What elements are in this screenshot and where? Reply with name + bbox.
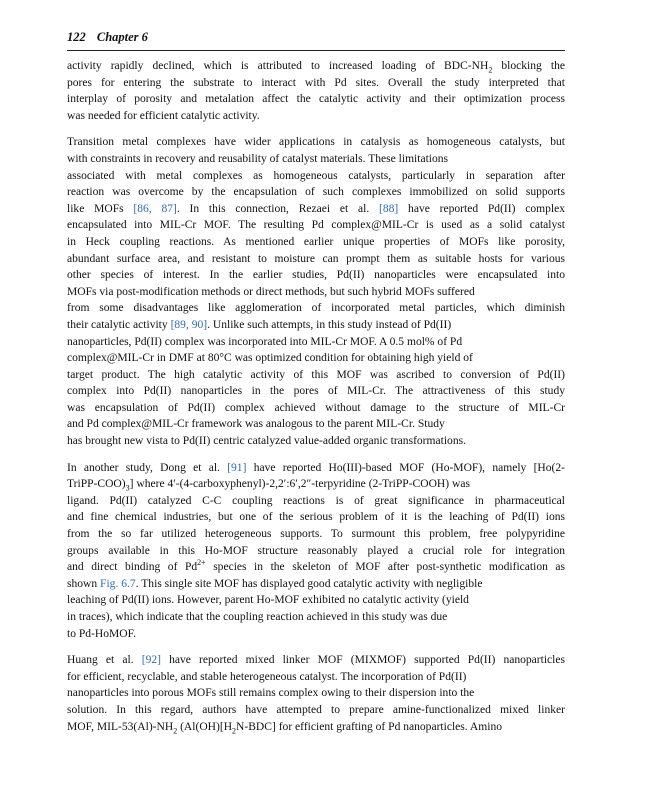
text-line: interplay of porosity and metalation affect the catalytic activity and their optimization process	[67, 93, 565, 106]
text-line: was encapsulation of Pd(II) complex achieved without damage to the structure of MIL-Cr	[67, 401, 565, 414]
page-number: 122	[67, 30, 86, 44]
text-line: like MOFs [86, 87]. In this connection, Rezaei et al. [88] have reported Pd(II) complex	[67, 202, 566, 215]
text-line: MOFs via post-modification methods or direct methods, but such hybrid MOFs suffered	[67, 285, 475, 298]
text-line: encapsulated into MIL-Cr MOF. The resulting Pd complex@MIL-Cr is used as a solid catalyst	[67, 219, 565, 232]
citation-link[interactable]: [92]	[141, 654, 161, 667]
text-line: nanoparticles, Pd(II) complex was incorporated into MIL-Cr MOF. A 0.5 mol% of Pd	[67, 335, 463, 348]
text-line: complex into Pd(II) nanoparticles in the pores of MIL-Cr. The attractiveness of this study	[67, 385, 565, 398]
text-line: in traces), which indicate that the coupling reaction achieved in this study was due	[67, 611, 448, 623]
text-line: with constraints in recovery and reusability of catalyst materials. These limitations	[67, 152, 449, 165]
text-line: reaction was overcome by the encapsulation of such complexes immobilized on solid supports	[67, 186, 565, 199]
text-line: groups available in this Ho-MOF structure reasonably played a crucial role for integration	[67, 544, 565, 557]
paragraph-3	[67, 460, 565, 643]
paragraph-4	[67, 652, 565, 735]
text-line: their catalytic activity [89, 90]. Unlike such attempts, in this study instead of Pd(II)	[67, 318, 452, 331]
body-text	[67, 58, 565, 735]
text-line: for efficient, recyclable, and stable heterogeneous catalyst. The incorporation of Pd(II)	[67, 670, 467, 683]
figure-link[interactable]: Fig. 6.7	[100, 577, 136, 590]
text-line: target product. The high catalytic activity of this MOF was ascribed to conversion of Pd(II)	[67, 368, 565, 381]
citation-link[interactable]: [86, 87]	[133, 202, 177, 215]
text-line: TriPP-$COO)_3$] where 4′-(4-carboxyphenyl)-2,2′:6′,2″-terpyridine (2-TriPP-COOH) was	[67, 478, 470, 493]
text-line: from some disadvantages like agglomeration of incorporated metal particles, which diminish	[67, 302, 565, 315]
text-line: to Pd-HoMOF.	[67, 627, 137, 640]
text-line: in Heck coupling reactions. As mentioned earlier unique properties of MOFs like porosity,	[67, 235, 565, 248]
text-line: shown Fig. 6.7. This single site MOF has displayed good catalytic activity with negligible	[67, 577, 483, 590]
citation-link[interactable]: [89, 90]	[170, 318, 208, 331]
chapter-title: Chapter 6	[96, 30, 148, 44]
text-line: abundant surface area, and resistant to moisture can prompt them as suitable hosts for various	[67, 252, 565, 265]
text-line: has brought new vista to Pd(II) centric catalyzed value-added organic transformations.	[67, 435, 466, 448]
text-line: other species of interest. In the earlier studies, Pd(II) nanoparticles were encapsulated into	[67, 269, 565, 282]
text-line: ligand. Pd(II) catalyzed C-C coupling reactions is of great significance in pharmaceutical	[67, 494, 565, 507]
text-line: complex@MIL-Cr in DMF at 80°C was optimized condition for obtaining high yield of	[67, 352, 473, 365]
text-line: from the so far utilized heterogeneous supports. To surmount this problem, free polypyridine	[67, 528, 565, 541]
text-line: and direct binding of $Pd^{2+}$ species in the skeleton of MOF after post-synthetic modification as	[67, 558, 566, 574]
text-line: Transition metal complexes have wider applications in catalysis as homogeneous catalysts, but	[67, 136, 565, 149]
text-line: activity rapidly declined, which is attributed to increased loading of BDC-$NH_2$ blocking the	[67, 60, 565, 75]
text-line: was needed for efficient catalytic activity.	[67, 109, 260, 122]
paragraph-2	[67, 134, 565, 449]
text-line: MOF, MIL-$53(Al)-NH_2$ ($Al(OH)[H_2N-BDC]$ for efficient grafting of Pd nanoparticles. Amino	[67, 720, 502, 735]
header-rule	[67, 50, 565, 51]
text-line: Huang et al. [92] have reported mixed linker MOF (MIXMOF) supported Pd(II) nanoparticles	[67, 654, 566, 667]
running-header	[67, 30, 565, 45]
text-line: associated with metal complexes as homogeneous catalysts, particularly in separation after	[67, 169, 565, 182]
citation-link[interactable]: [88]	[379, 202, 399, 215]
text-line: leaching of Pd(II) ions. However, parent Ho-MOF exhibited no catalytic activity (yield	[67, 594, 469, 607]
text-line: and Pd complex@MIL-Cr framework was analogous to the parent MIL-Cr. Study	[67, 418, 445, 431]
text-line: and fine chemical industries, but one of the serious problem of it is the leaching of Pd(II) ions	[67, 511, 565, 524]
text-line: In another study, Dong et al. [91] have reported Ho(III)-based MOF (Ho-MOF), namely [Ho(2-	[67, 461, 565, 474]
text-line: nanoparticles into porous MOFs still remains complex owing to their dispersion into the	[67, 687, 475, 700]
text-line: pores for entering the substrate to interact with Pd sites. Overall the study interpreted that	[67, 76, 565, 89]
text-line: solution. In this regard, authors have attempted to prepare amine-functionalized mixed linker	[67, 703, 565, 716]
paragraph-1	[67, 58, 565, 124]
citation-link[interactable]: [91]	[227, 461, 247, 474]
